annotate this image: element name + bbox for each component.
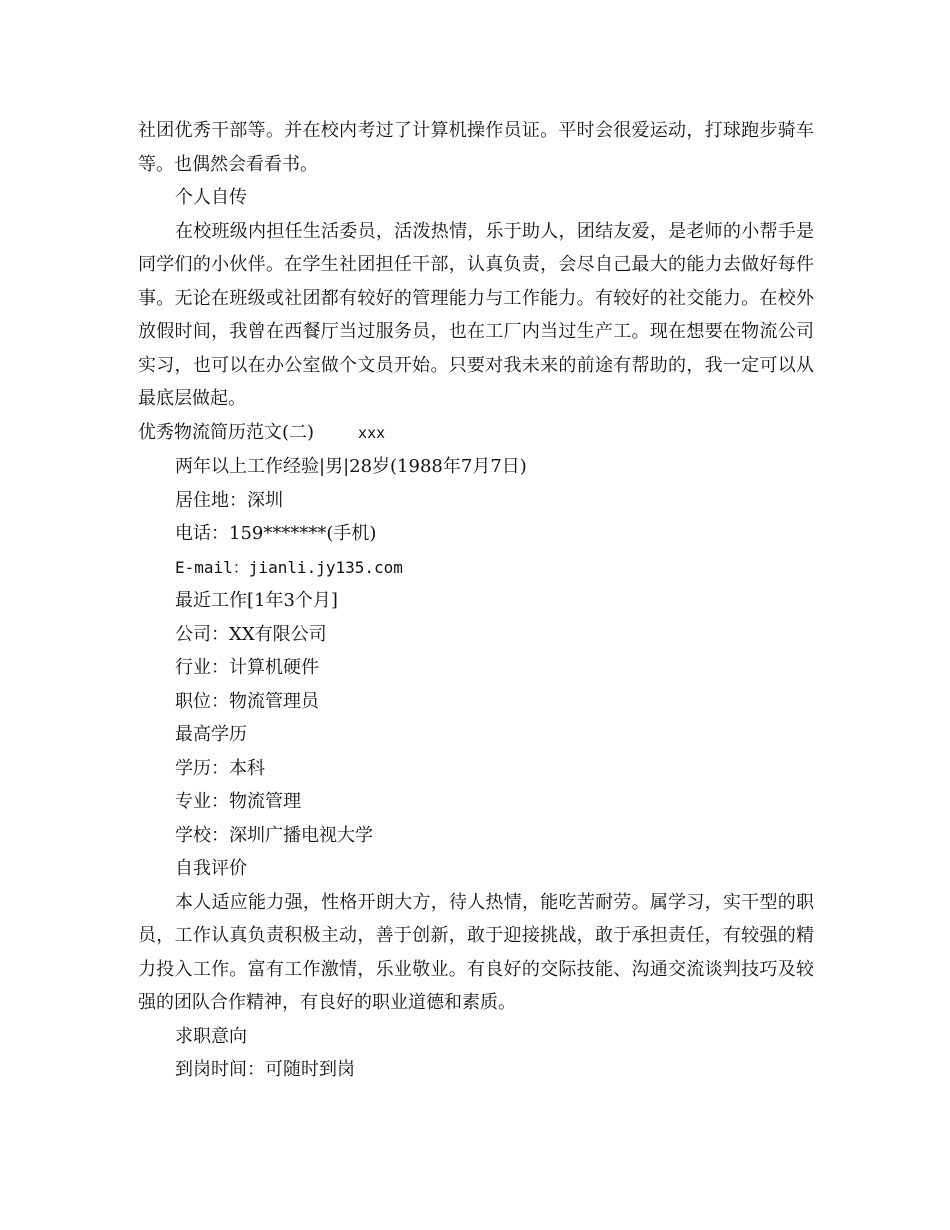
education-heading: 最高学历 <box>175 724 247 745</box>
self-evaluation-heading: 自我评价 <box>175 858 247 879</box>
resume-summary: 两年以上工作经验|男|28岁(1988年7月7日) <box>175 456 527 477</box>
autobiography-heading: 个人自传 <box>175 187 247 208</box>
resume-candidate-name: xxx <box>358 423 386 442</box>
recent-work-heading: 最近工作[1年3个月] <box>175 590 338 611</box>
intro-continuation-paragraph: 社团优秀干部等。并在校内考过了计算机操作员证。平时会很爱运动，打球跑步骑车等。也偶然会看看书。 <box>138 120 814 175</box>
resume-school: 学校：深圳广播电视大学 <box>175 824 373 846</box>
job-intent-heading: 求职意向 <box>175 1025 247 1047</box>
resume-major: 专业：物流管理 <box>175 791 301 812</box>
autobiography-paragraph: 在校班级内担任生活委员，活泼热情，乐于助人，团结友爱，是老师的小帮手是同学们的小伙伴。在学生社团担任干部，认真负责，会尽自己最大的能力去做好每件事。无论在班级或社团都有较好的管理能力与工作能力。有较好的社交能力。在校外放假时间，我曾在西餐厅当过服务员，也在工厂内当过生产工。现在想要在物流公司实习，也可以在办公室做个文员开始。只要对我未来的前途有帮助的，我一定可以从最底层做起。 <box>138 220 814 409</box>
resume-sample-title: 优秀物流简历范文(二) <box>138 421 315 443</box>
resume-residence: 居住地：深圳 <box>175 489 283 511</box>
resume-email: E-mail：jianli.jy135.com <box>175 557 403 577</box>
resume-company: 公司：XX有限公司 <box>175 623 327 645</box>
resume-position: 职位：物流管理员 <box>175 690 319 712</box>
resume-availability: 到岗时间：可随时到岗 <box>175 1059 355 1080</box>
self-evaluation-paragraph: 本人适应能力强，性格开朗大方，待人热情，能吃苦耐劳。属学习，实干型的职员，工作认真负责积极主动，善于创新，敢于迎接挑战，敢于承担责任，有较强的精力投入工作。富有工作激情，乐业敬业。有良好的交际技能、沟通交流谈判技巧及较强的团队合作精神，有良好的职业道德和素质。 <box>138 891 814 1013</box>
resume-sample-title-line <box>138 416 814 451</box>
resume-degree: 学历：本科 <box>175 757 265 779</box>
resume-phone: 电话：159*******(手机) <box>175 523 377 544</box>
resume-industry: 行业：计算机硬件 <box>175 657 319 678</box>
document-body <box>138 114 814 1087</box>
